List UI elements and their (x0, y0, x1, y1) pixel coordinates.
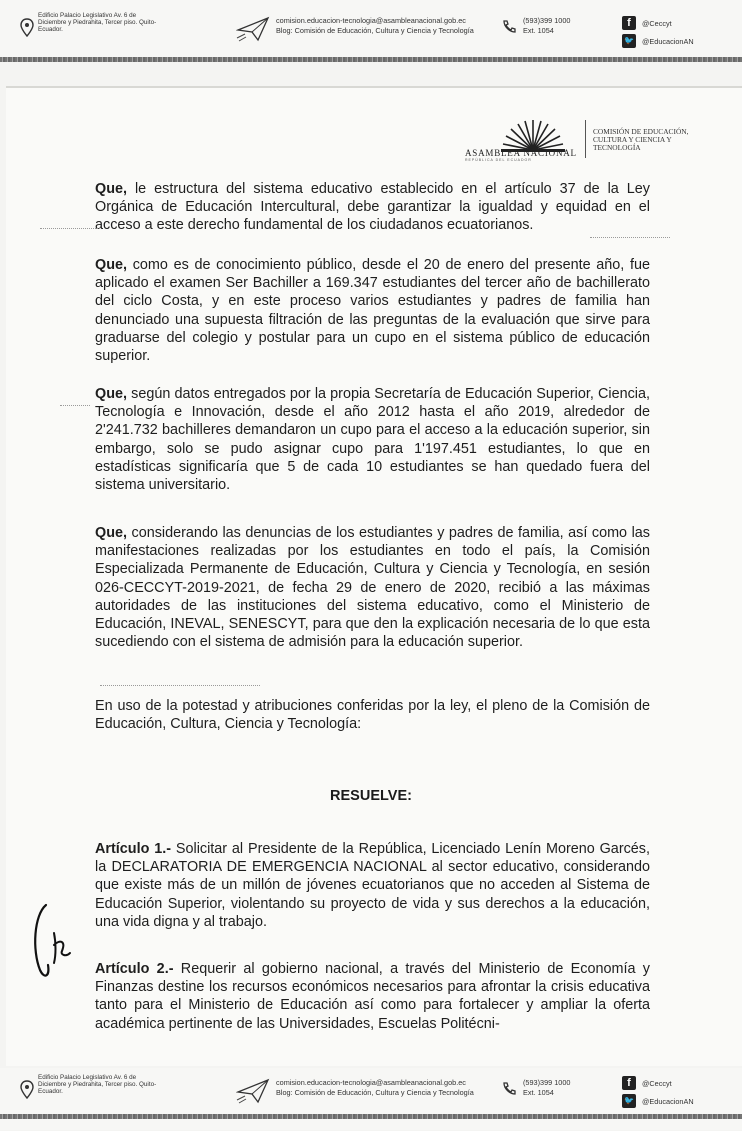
header-blog: Blog: Comisión de Educación, Cultura y Ciencia y Tecnología (276, 26, 474, 35)
header-contact-block (236, 16, 593, 42)
handwritten-initial (26, 895, 76, 985)
article-lead: Artículo 2.- (95, 961, 174, 977)
facebook-icon: f (622, 16, 636, 30)
paragraph-text: según datos entregados por la propia Secretaría de Educación Superior, Ciencia, Tecnología e Innovación, desde el año 2012 hasta el año 2019, alrededor de 2'241.732 bachilleres demandaron un cupo para el acceso a la educación superior, sin embargo, solo se pudo asignar cupo para 1'197.451 estudiantes, lo que en estadísticas significaría que 5 de cada 10 estudiantes se han quedado fuera del sistema universitario. (95, 386, 650, 494)
paragraph-5 (95, 697, 650, 733)
header-social-block (622, 14, 694, 50)
footer-ext: Ext. 1054 (523, 1088, 554, 1097)
footer-blog: Blog: Comisión de Educación, Cultura y Ciencia y Tecnología (276, 1088, 474, 1097)
header-phone: (593)399 1000 (523, 16, 571, 25)
header-address-block (20, 12, 158, 38)
paragraph-1 (95, 180, 650, 235)
paragraph-lead: Que, (95, 386, 127, 402)
footer-twitter[interactable]: @EducacionAN (642, 1096, 694, 1106)
header-address: Edificio Palacio Legislativo Av. 6 de Diciembre y Piedrahita, Tercer piso. Quito-Ecuador. (38, 12, 157, 33)
logo-commission: COMISIÓN DE EDUCACIÓN, CULTURA Y CIENCIA Y TECNOLOGÍA (593, 127, 689, 152)
resuelve-heading: RESUELVE: (330, 788, 412, 804)
phone-icon (501, 19, 517, 35)
footer-divider (0, 1114, 742, 1119)
footer-address: Edificio Palacio Legislativo Av. 6 de Diciembre y Piedrahita, Tercer piso. Quito-Ecuador. (38, 1074, 157, 1095)
article-1 (95, 840, 650, 931)
footer-facebook[interactable]: @Ceccyt (642, 1078, 672, 1088)
footer-email[interactable]: comision.educacion-tecnologia@asambleanacional.gob.ec (276, 1078, 466, 1087)
logo-subtitle: REPÚBLICA DEL ECUADOR (465, 158, 532, 162)
letterhead-footer (0, 1068, 742, 1130)
scan-mark (40, 228, 100, 230)
paper-plane-icon (236, 16, 270, 42)
article-lead: Artículo 1.- (95, 841, 172, 857)
scan-mark (100, 685, 260, 687)
paper-plane-icon (236, 1078, 270, 1104)
asamblea-emblem-icon (501, 118, 565, 152)
logo-divider (585, 120, 586, 158)
header-email[interactable]: comision.educacion-tecnologia@asambleanacional.gob.ec (276, 16, 466, 25)
twitter-icon: 🐦 (622, 34, 636, 48)
footer-social-block (622, 1074, 694, 1110)
header-facebook[interactable]: @Ceccyt (642, 18, 672, 28)
paragraph-text: como es de conocimiento público, desde el 20 de enero del presente año, fue aplicado el examen Ser Bachiller a 169.347 estudiantes del tercer año de bachillerato del ciclo Costa, y en este proceso varios estudiantes y padres de familia han denunciado una supuesta filtración de las preguntas de la evaluación que sirve para graduarse del colegio y postular para un cupo en el sistema público de educación superior. (95, 257, 650, 365)
asamblea-logo (465, 118, 725, 164)
scan-mark (590, 237, 670, 239)
paragraph-text: le estructura del sistema educativo establecido en el artículo 37 de la Ley Orgánica de Educación Intercultural, debe garantizar la igualdad y equidad en el acceso a este derecho fundamental de los ciudadanos ecuatorianos. (95, 181, 650, 234)
article-2 (95, 960, 650, 1033)
paragraph-4 (95, 524, 650, 651)
footer-phone: (593)399 1000 (523, 1078, 571, 1087)
header-ext: Ext. 1054 (523, 26, 554, 35)
paragraph-text: considerando las denuncias de los estudiantes y padres de familia, así como las manifestaciones realizadas por los estudiantes en todo el país, la Comisión Especializada Permanente de Educación, Cultura y Ciencia y Tecnología, en sesión 026-CECCYT-2019-2021, de fecha 29 de enero de 2020, recibió a las máximas autoridades de las instituciones del sistema educativo, como el Ministerio de Educación, INEVAL, SENESCYT, para que den la explicación necesaria de lo que esta sucediendo con el sistema de admisión para la educación superior. (95, 525, 650, 651)
paragraph-3 (95, 385, 650, 494)
letterhead-header (0, 0, 742, 62)
header-divider (0, 57, 742, 62)
logo-name: ASAMBLEA NACIONAL (465, 148, 577, 158)
header-twitter[interactable]: @EducacionAN (642, 36, 694, 46)
location-pin-icon (20, 1080, 34, 1100)
article-text: Requerir al gobierno nacional, a través del Ministerio de Economía y Finanzas destine los recursos económicos necesarios para afrontar la crisis educativa tanto para el Ministerio de Educación así como para fortalecer y ampliar la oferta académica pertinente de las Universidades, Escuelas Politécni- (95, 961, 650, 1032)
article-text: Solicitar al Presidente de la República, Licenciado Lenín Moreno Garcés, la DECLARATORIA DE EMERGENCIA NACIONAL al sector educativo, considerando que existe más de un millón de jóvenes ecuatorianos que no acceden al Sistema de Educación Superior, violentando su proyecto de vida y sus derechos a la educación, una vida digna y al trabajo. (95, 841, 650, 930)
scan-mark (60, 405, 90, 407)
paragraph-lead: Que, (95, 181, 127, 197)
paragraph-lead: Que, (95, 525, 127, 541)
location-pin-icon (20, 18, 34, 38)
paragraph-2 (95, 256, 650, 365)
phone-icon (501, 1081, 517, 1097)
footer-address-block (20, 1074, 158, 1100)
footer-contact-block (236, 1078, 593, 1104)
paragraph-lead: Que, (95, 257, 127, 273)
twitter-icon: 🐦 (622, 1094, 636, 1108)
facebook-icon: f (622, 1076, 636, 1090)
paragraph-text: En uso de la potestad y atribuciones conferidas por la ley, el pleno de la Comisión de Educación, Cultura, Ciencia y Tecnología: (95, 698, 650, 733)
